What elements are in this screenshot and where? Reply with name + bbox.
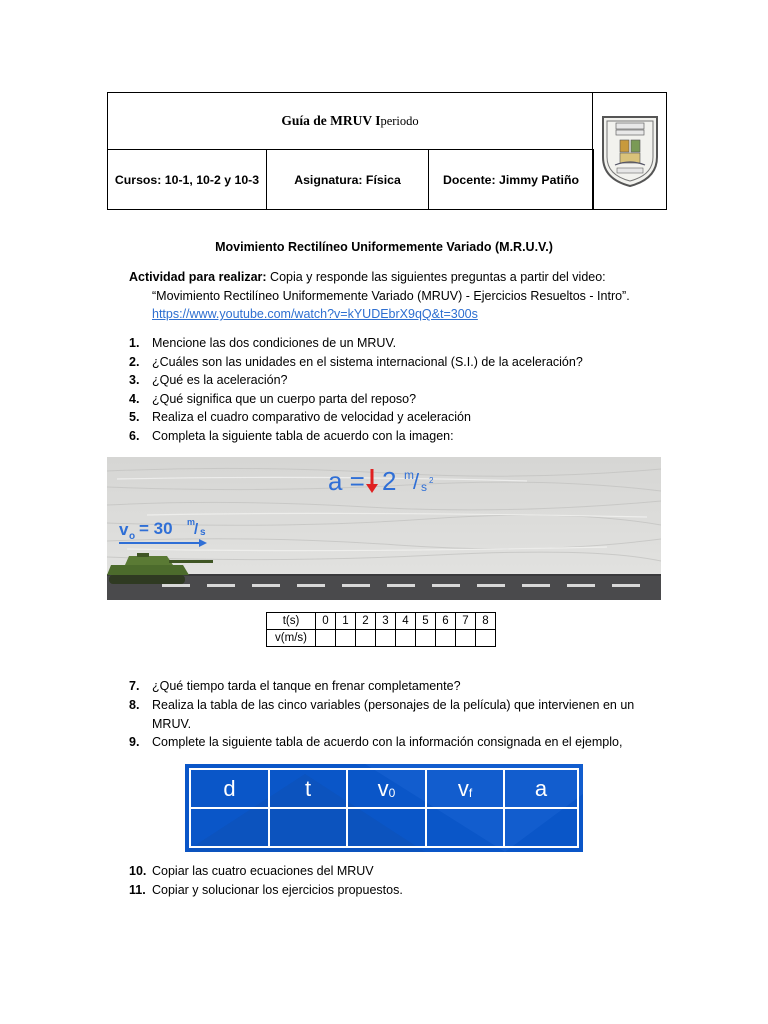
time-cell: 2: [356, 613, 376, 630]
velocity-cell[interactable]: [396, 630, 416, 647]
time-cell: 5: [416, 613, 436, 630]
guide-title: [107, 92, 593, 150]
question-2: 2. ¿Cuáles son las unidades en el sistema internacional (S.I.) de la aceleración?: [129, 354, 583, 369]
time-cell: 4: [396, 613, 416, 630]
velocity-header: v(m/s): [267, 630, 316, 647]
v0-subscript: o: [129, 531, 136, 542]
video-link[interactable]: https://www.youtube.com/watch?v=kYUDEbrX9qQ&t=300s: [152, 307, 478, 321]
accel-value: 2: [382, 466, 397, 496]
header-a: a: [503, 768, 579, 809]
velocity-cell[interactable]: [376, 630, 396, 647]
video-title: “Movimiento Rectilíneo Uniformemente Variado (MRUV) - Ejercicios Resueltos - Intro”.: [152, 288, 630, 303]
value-cell-vf[interactable]: [425, 807, 505, 848]
subject-cell: Asignatura: Física: [266, 149, 429, 210]
velocity-cell[interactable]: [316, 630, 336, 647]
value-cell-v0[interactable]: [346, 807, 427, 848]
accel-unit-m: m: [404, 468, 414, 482]
time-velocity-table: [266, 612, 496, 647]
v0-unit-m: m: [187, 517, 196, 527]
time-cell: 7: [456, 613, 476, 630]
teacher-cell: Docente: Jimmy Patiño: [428, 149, 594, 210]
velocity-cell[interactable]: [456, 630, 476, 647]
header-t: t: [268, 768, 348, 809]
svg-text:/: /: [413, 469, 420, 494]
header-v0: v $_0$: [346, 768, 427, 809]
school-logo-cell: [592, 92, 667, 210]
question-9: 9. Complete la siguiente tabla de acuerdo con la información consignada en el ejemplo,: [129, 735, 623, 749]
time-cell: 8: [476, 613, 496, 630]
header-table: [107, 92, 667, 210]
velocity-cell[interactable]: [356, 630, 376, 647]
question-11: 11. Copiar y solucionar los ejercicios propuestos.: [129, 882, 403, 897]
header-d: d: [189, 768, 270, 809]
value-cell-t[interactable]: [268, 807, 348, 848]
accel-unit-s: s: [421, 480, 427, 494]
question-10: 10. Copiar las cuatro ecuaciones del MRUV: [129, 864, 374, 878]
velocity-cell[interactable]: [476, 630, 496, 647]
value-cell-d[interactable]: [189, 807, 270, 848]
activity-label: Actividad para realizar:: [129, 270, 267, 284]
question-3: 3. ¿Qué es la aceleración?: [129, 373, 288, 387]
activity-text: Copia y responde las siguientes preguntas a partir del video:: [266, 270, 606, 284]
activity-block: [129, 268, 649, 324]
v0-value: = 30: [139, 519, 173, 538]
velocity-row: [267, 630, 496, 647]
question-4: 4. ¿Qué significa que un cuerpo parta del reposo?: [129, 391, 417, 406]
time-cell: 1: [336, 613, 356, 630]
time-row: [267, 613, 496, 630]
courses-cell: Cursos: 10-1, 10-2 y 10-3: [107, 149, 267, 210]
value-cell-a[interactable]: [503, 807, 579, 848]
accel-unit-exp: 2: [429, 476, 434, 485]
question-6: 6. Completa la siguiente tabla de acuerdo con la imagen:: [129, 428, 454, 443]
question-7: 7. ¿Qué tiempo tarda el tanque en frenar completamente?: [129, 679, 461, 693]
time-cell: 3: [376, 613, 396, 630]
header-vf: v $_f$: [425, 768, 505, 809]
question-8: 8. Realiza la tabla de las cinco variables (personajes de la película) que intervienen en un MRUV.: [129, 698, 635, 731]
v0-symbol: v: [119, 520, 129, 539]
time-cell: 6: [436, 613, 456, 630]
velocity-cell[interactable]: [436, 630, 456, 647]
accel-symbol: a =: [328, 466, 365, 496]
v0-unit-s: s: [200, 527, 206, 538]
tank-motion-image: [107, 457, 661, 600]
velocity-cell[interactable]: [416, 630, 436, 647]
time-header: t(s): [267, 613, 316, 630]
svg-text:/: /: [194, 521, 199, 538]
time-cell: 0: [316, 613, 336, 630]
school-crest-icon: [599, 113, 661, 189]
document-title: Movimiento Rectilíneo Uniformemente Variado (M.R.U.V.): [215, 240, 553, 254]
guide-title-bold: Guía de MRUV I: [281, 113, 381, 128]
variables-table: [185, 764, 583, 852]
question-1: 1. Mencione las dos condiciones de un MRUV.: [129, 336, 397, 350]
question-5: 5. Realiza el cuadro comparativo de velocidad y aceleración: [129, 410, 471, 424]
guide-title-light: periodo: [380, 113, 419, 128]
velocity-cell[interactable]: [336, 630, 356, 647]
